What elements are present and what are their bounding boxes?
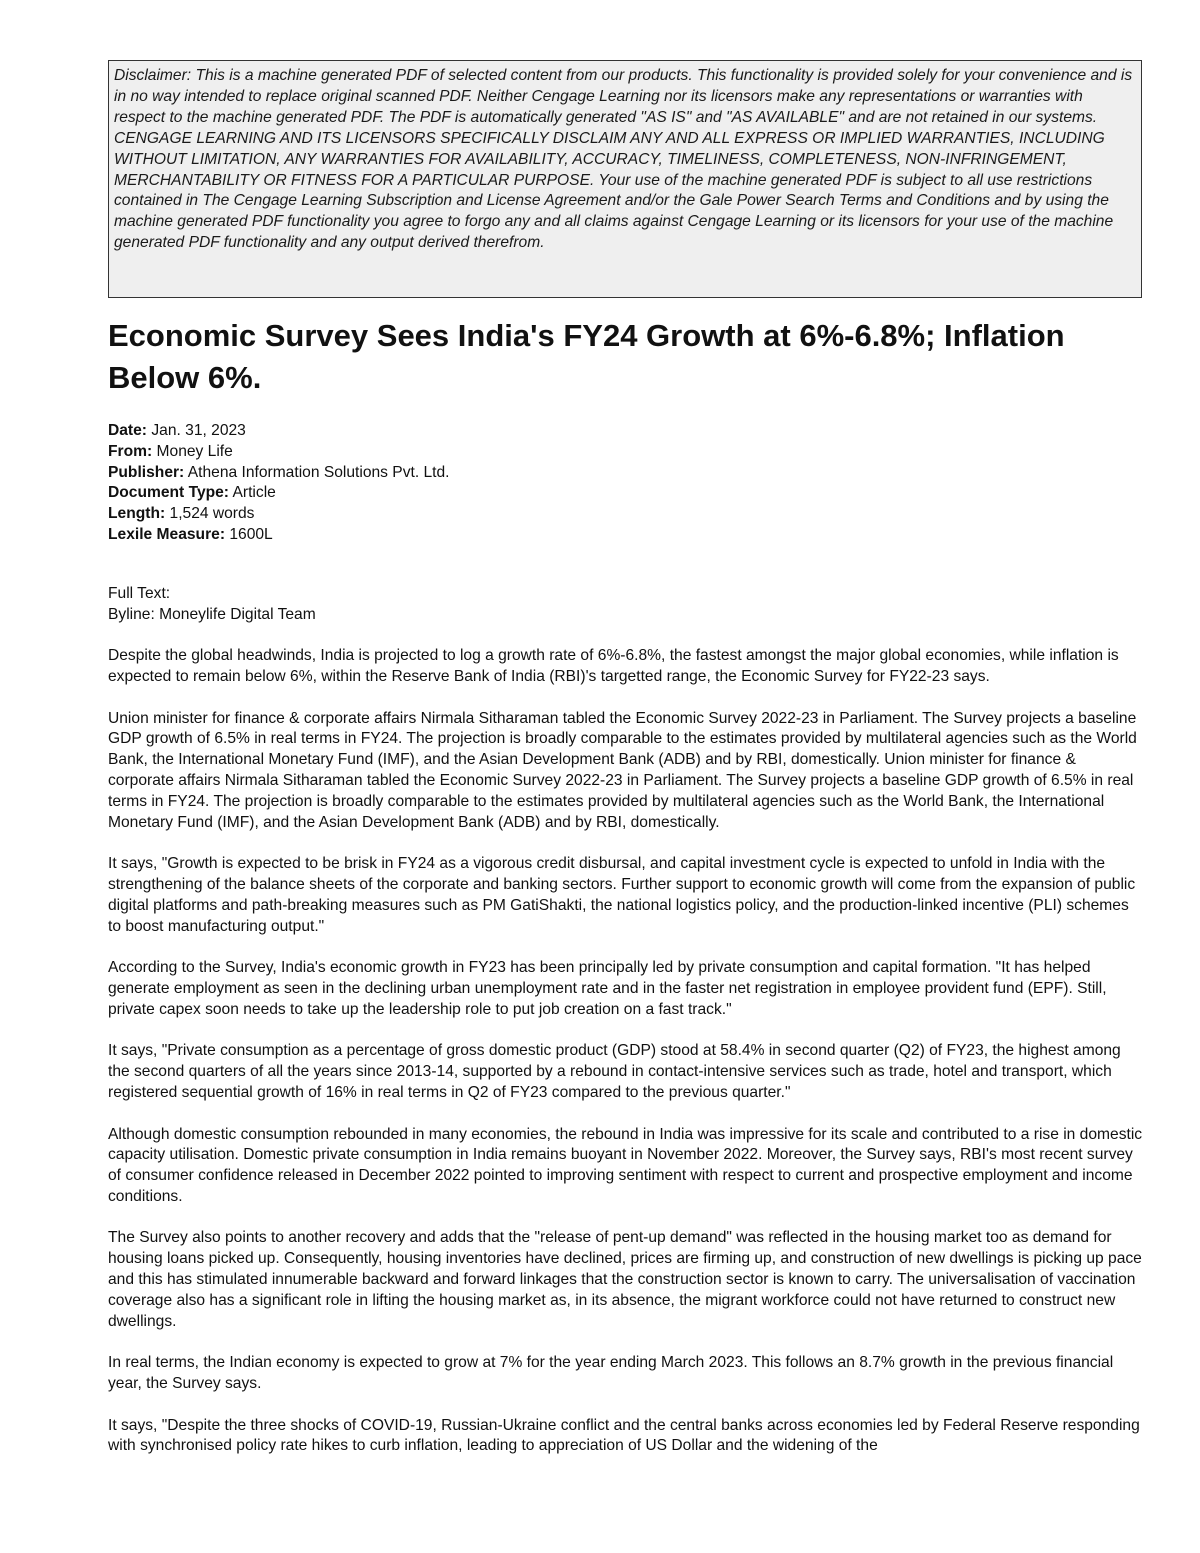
document-page [108, 60, 1144, 1478]
paragraph: Union minister for finance & corporate affairs Nirmala Sitharaman tabled the Economic Survey 2022-23 in Parliament. The Survey projects a baseline GDP growth of 6.5% in real terms in FY24. The projection is broadly comparable to the estimates provided by multilateral agencies such as the World Bank, the International Monetary Fund (IMF), and the Asian Development Bank (ADB) and by RBI, domestically. Union minister for finance & corporate affairs Nirmala Sitharaman tabled the Economic Survey 2022-23 in Parliament. The Survey projects a baseline GDP growth of 6.5% in real terms in FY24. The projection is broadly comparable to the estimates provided by multilateral agencies such as the World Bank, the International Monetary Fund (IMF), and the Asian Development Bank (ADB) and by RBI, domestically. [108, 709, 1137, 831]
meta-publisher: Publisher: Athena Information Solutions Pvt. Ltd. [108, 463, 450, 481]
paragraph: It says, "Private consumption as a percentage of gross domestic product (GDP) stood at 58.4% in second quarter (Q2) of FY23, the highest among the second quarters of all the years since 2013-14, supported by a rebound in contact-intensive services such as trade, hotel and transport, which registered sequential growth of 16% in real terms in Q2 of FY23 compared to the previous quarter." [108, 1042, 1121, 1101]
article-body [108, 584, 1144, 1457]
paragraph: The Survey also points to another recovery and adds that the "release of pent-up demand" was reflected in the housing market too as demand for housing loans picked up. Consequently, housing inventories have declined, prices are firming up, and construction of new dwellings is picking up pace and this has stimulated innumerable backward and forward linkages that the construction sector is known to carry. The universalisation of vaccination coverage also has a significant role in lifting the housing market as, in its absence, the migrant workforce could not have returned to construct new dwellings. [108, 1229, 1142, 1330]
meta-length: Length: 1,524 words [108, 505, 255, 523]
paragraph: It says, "Despite the three shocks of COVID-19, Russian-Ukraine conflict and the central banks across economies led by Federal Reserve responding with synchronised policy rate hikes to curb inflation, leading to appreciation of US Dollar and the widening of the [108, 1416, 1140, 1455]
article-metadata [108, 421, 1144, 546]
paragraph: According to the Survey, India's economic growth in FY23 has been principally led by private consumption and capital formation. "It has helped generate employment as seen in the declining urban unemployment rate and in the faster net registration in employee provident fund (EPF). Still, private capex soon needs to take up the leadership role to put job creation on a fast track." [108, 959, 1107, 1018]
meta-lexile-measure: Lexile Measure: 1600L [108, 525, 273, 543]
paragraph: Although domestic consumption rebounded in many economies, the rebound in India was impressive for its scale and contributed to a rise in domestic capacity utilisation. Domestic private consumption in India remains buoyant in November 2022. Moreover, the Survey says, RBI's most recent survey of consumer confidence released in December 2022 pointed to improving sentiment with respect to current and prospective employment and income conditions. [108, 1125, 1143, 1205]
paragraph: It says, "Growth is expected to be brisk in FY24 as a vigorous credit disbursal, and capital investment cycle is expected to unfold in India with the strengthening of the balance sheets of the corporate and banking sectors. Further support to economic growth will come from the expansion of public digital platforms and path-breaking measures such as PM GatiShakti, the national logistics policy, and the production-linked incentive (PLI) schemes to boost manufacturing output." [108, 855, 1136, 935]
meta-date: Date: Jan. 31, 2023 [108, 422, 246, 439]
disclaimer-box: Disclaimer: This is a machine generated PDF of selected content from our products. This functionality is provided solely for your convenience and is in no way intended to replace original scanned PDF. Neither Cengage Learning nor its licensors make any representations or warranties with respect to the machine generated PDF. The PDF is automatically generated "AS IS" and "AS AVAILABLE" and are not retained in our systems. CENGAGE LEARNING AND ITS LICENSORS SPECIFICALLY DISCLAIM ANY AND ALL EXPRESS OR IMPLIED WARRANTIES, INCLUDING WITHOUT LIMITATION, ANY WARRANTIES FOR AVAILABILITY, ACCURACY, TIMELINESS, COMPLETENESS, NON-INFRINGEMENT, MERCHANTABILITY OR FITNESS FOR A PARTICULAR PURPOSE. Your use of the machine generated PDF is subject to all use restrictions contained in The Cengage Learning Subscription and License Agreement and/or the Gale Power Search Terms and Conditions and by using the machine generated PDF functionality you agree to forgo any and all claims against Cengage Learning or its licensors for your use of the machine generated PDF functionality and any output derived therefrom. [108, 60, 1142, 298]
paragraph: In real terms, the Indian economy is expected to grow at 7% for the year ending March 2023. This follows an 8.7% growth in the previous financial year, the Survey says. [108, 1354, 1114, 1393]
article-title: Economic Survey Sees India's FY24 Growth at 6%-6.8%; Inflation Below 6%. [108, 318, 1065, 395]
full-text-label: Full Text: [108, 584, 171, 602]
paragraph: Despite the global headwinds, India is projected to log a growth rate of 6%-6.8%, the fastest amongst the major global economies, while inflation is expected to remain below 6%, within the Reserve Bank of India (RBI)'s targetted range, the Economic Survey for FY22-23 says. [108, 647, 1119, 685]
meta-document-type: Document Type: Article [108, 484, 276, 502]
meta-from: From: Money Life [108, 442, 233, 460]
byline: Byline: Moneylife Digital Team [108, 605, 316, 623]
